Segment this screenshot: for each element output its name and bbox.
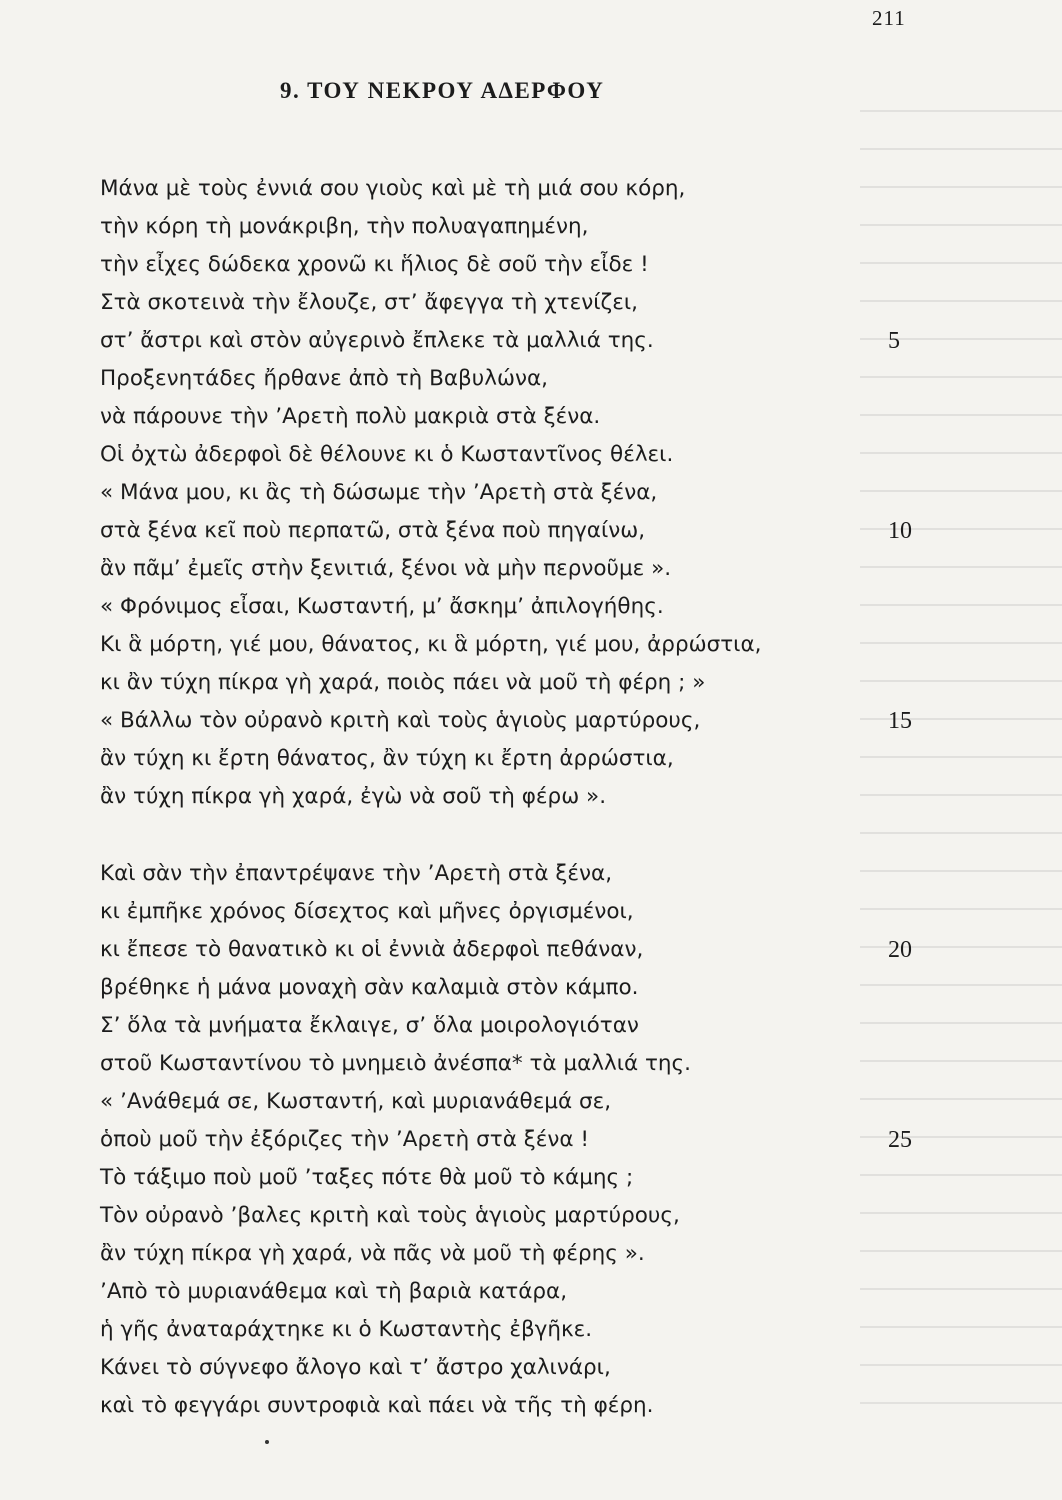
verse-line: ἂν πᾶμ’ ἐμεῖς στὴν ξενιτιά, ξένοι νὰ μὴν περνοῦμε ». [100, 556, 672, 581]
verse-line: κι ἐμπῆκε χρόνος δίσεχτος καὶ μῆνες ὀργισμένοι, [100, 899, 634, 924]
verse-line: κι ἔπεσε τὸ θανατικὸ κι οἱ ἐννιὰ ἀδερφοὶ πεθάναν, [100, 937, 644, 962]
verse-line: στ’ ἄστρι καὶ στὸν αὐγερινὸ ἔπλεκε τὰ μαλλιά της. [100, 328, 654, 353]
verse-line: Τὸν οὐρανὸ ’βαλες κριτὴ καὶ τοὺς ἁγιοὺς μαρτύρους, [100, 1203, 680, 1228]
verse-line: Προξενητάδες ἤρθανε ἀπὸ τὴ Βαβυλώνα, [100, 366, 548, 391]
verse-line: ἂν τύχη πίκρα γὴ χαρά, ἐγὼ νὰ σοῦ τὴ φέρω ». [100, 784, 607, 809]
line-number: 10 [888, 518, 912, 544]
verse-line: Μάνα μὲ τοὺς ἐννιά σου γιοὺς καὶ μὲ τὴ μιά σου κόρη, [100, 176, 686, 201]
line-number: 25 [888, 1127, 912, 1153]
verse-line: « ’Ανάθεμά σε, Κωσταντή, καὶ μυριανάθεμά σε, [100, 1089, 612, 1114]
stanza-2 [100, 855, 890, 1425]
verse-line: τὴν κόρη τὴ μονάκριβη, τὴν πολυαγαπημένη, [100, 214, 589, 239]
verse-line: καὶ τὸ φεγγάρι συντροφιὰ καὶ πάει νὰ τῆς τὴ φέρη. [100, 1393, 654, 1418]
verse-line: στὰ ξένα κεῖ ποὺ περπατῶ, στὰ ξένα ποὺ πηγαίνω, [100, 518, 646, 543]
verse-line: ἡ γῆς ἀναταράχτηκε κι ὁ Κωσταντὴς ἐβγῆκε. [100, 1317, 593, 1342]
verse-line: « Μάνα μου, κι ἂς τὴ δώσωμε τὴν ’Αρετὴ στὰ ξένα, [100, 480, 658, 505]
bleed-through-text [860, 80, 1062, 1400]
verse-line: κι ἂν τύχη πίκρα γὴ χαρά, ποιὸς πάει νὰ μοῦ τὴ φέρη ; » [100, 670, 706, 695]
verse-line: « Βάλλω τὸν οὐρανὸ κριτὴ καὶ τοὺς ἁγιοὺς μαρτύρους, [100, 708, 701, 733]
verse-line: Καὶ σὰν τὴν ἐπαντρέψανε τὴν ’Αρετὴ στὰ ξένα, [100, 861, 613, 886]
verse-line: ἂν τύχη πίκρα γὴ χαρά, νὰ πᾶς νὰ μοῦ τὴ φέρης ». [100, 1241, 645, 1266]
line-number: 20 [888, 937, 912, 963]
verse-line: Στὰ σκοτεινὰ τὴν ἔλουζε, στ’ ἄφεγγα τὴ χτενίζει, [100, 290, 638, 315]
verse-line: Κάνει τὸ σύγνεφο ἄλογο καὶ τ’ ἄστρο χαλινάρι, [100, 1355, 611, 1380]
ink-dot [265, 1440, 269, 1444]
verse-line: Οἱ ὀχτὼ ἀδερφοὶ δὲ θέλουνε κι ὁ Κωσταντῖνος θέλει. [100, 442, 674, 467]
verse-line: ’Απὸ τὸ μυριανάθεμα καὶ τὴ βαριὰ κατάρα, [100, 1279, 568, 1304]
verse-line: « Φρόνιμος εἶσαι, Κωσταντή, μ’ ἄσκημ’ ἀπιλογήθης. [100, 594, 664, 619]
verse-line: ἂν τύχη κι ἔρτη θάνατος, ἂν τύχη κι ἔρτη ἀρρώστια, [100, 746, 674, 771]
verse-line: στοῦ Κωσταντίνου τὸ μνημειὸ ἀνέσπα* τὰ μαλλιά της. [100, 1051, 692, 1076]
page-number: 211 [872, 6, 906, 30]
verse-line: ὁποὺ μοῦ τὴν ἐξόριζες τὴν ’Αρετὴ στὰ ξένα ! [100, 1127, 589, 1152]
stanza-1 [100, 170, 890, 816]
line-number: 15 [888, 708, 912, 734]
verse-line: νὰ πάρουνε τὴν ’Αρετὴ πολὺ μακριὰ στὰ ξένα. [100, 404, 601, 429]
verse-line: βρέθηκε ἡ μάνα μοναχὴ σὰν καλαμιὰ στὸν κάμπο. [100, 975, 639, 1000]
verse-line: Κι ἃ μόρτη, γιέ μου, θάνατος, κι ἃ μόρτη, γιέ μου, ἀρρώστια, [100, 632, 762, 657]
verse-line: Τὸ τάξιμο ποὺ μοῦ ’ταξες πότε θὰ μοῦ τὸ κάμης ; [100, 1165, 634, 1190]
line-number: 5 [888, 328, 900, 354]
verse-line: τὴν εἶχες δώδεκα χρονῶ κι ἥλιος δὲ σοῦ τὴν εἶδε ! [100, 252, 649, 277]
verse-line: Σ’ ὅλα τὰ μνήματα ἔκλαιγε, σ’ ὅλα μοιρολογιόταν [100, 1013, 639, 1038]
poem-title: 9. ΤΟΥ ΝΕΚΡΟΥ ΑΔΕΡΦΟΥ [280, 78, 605, 103]
